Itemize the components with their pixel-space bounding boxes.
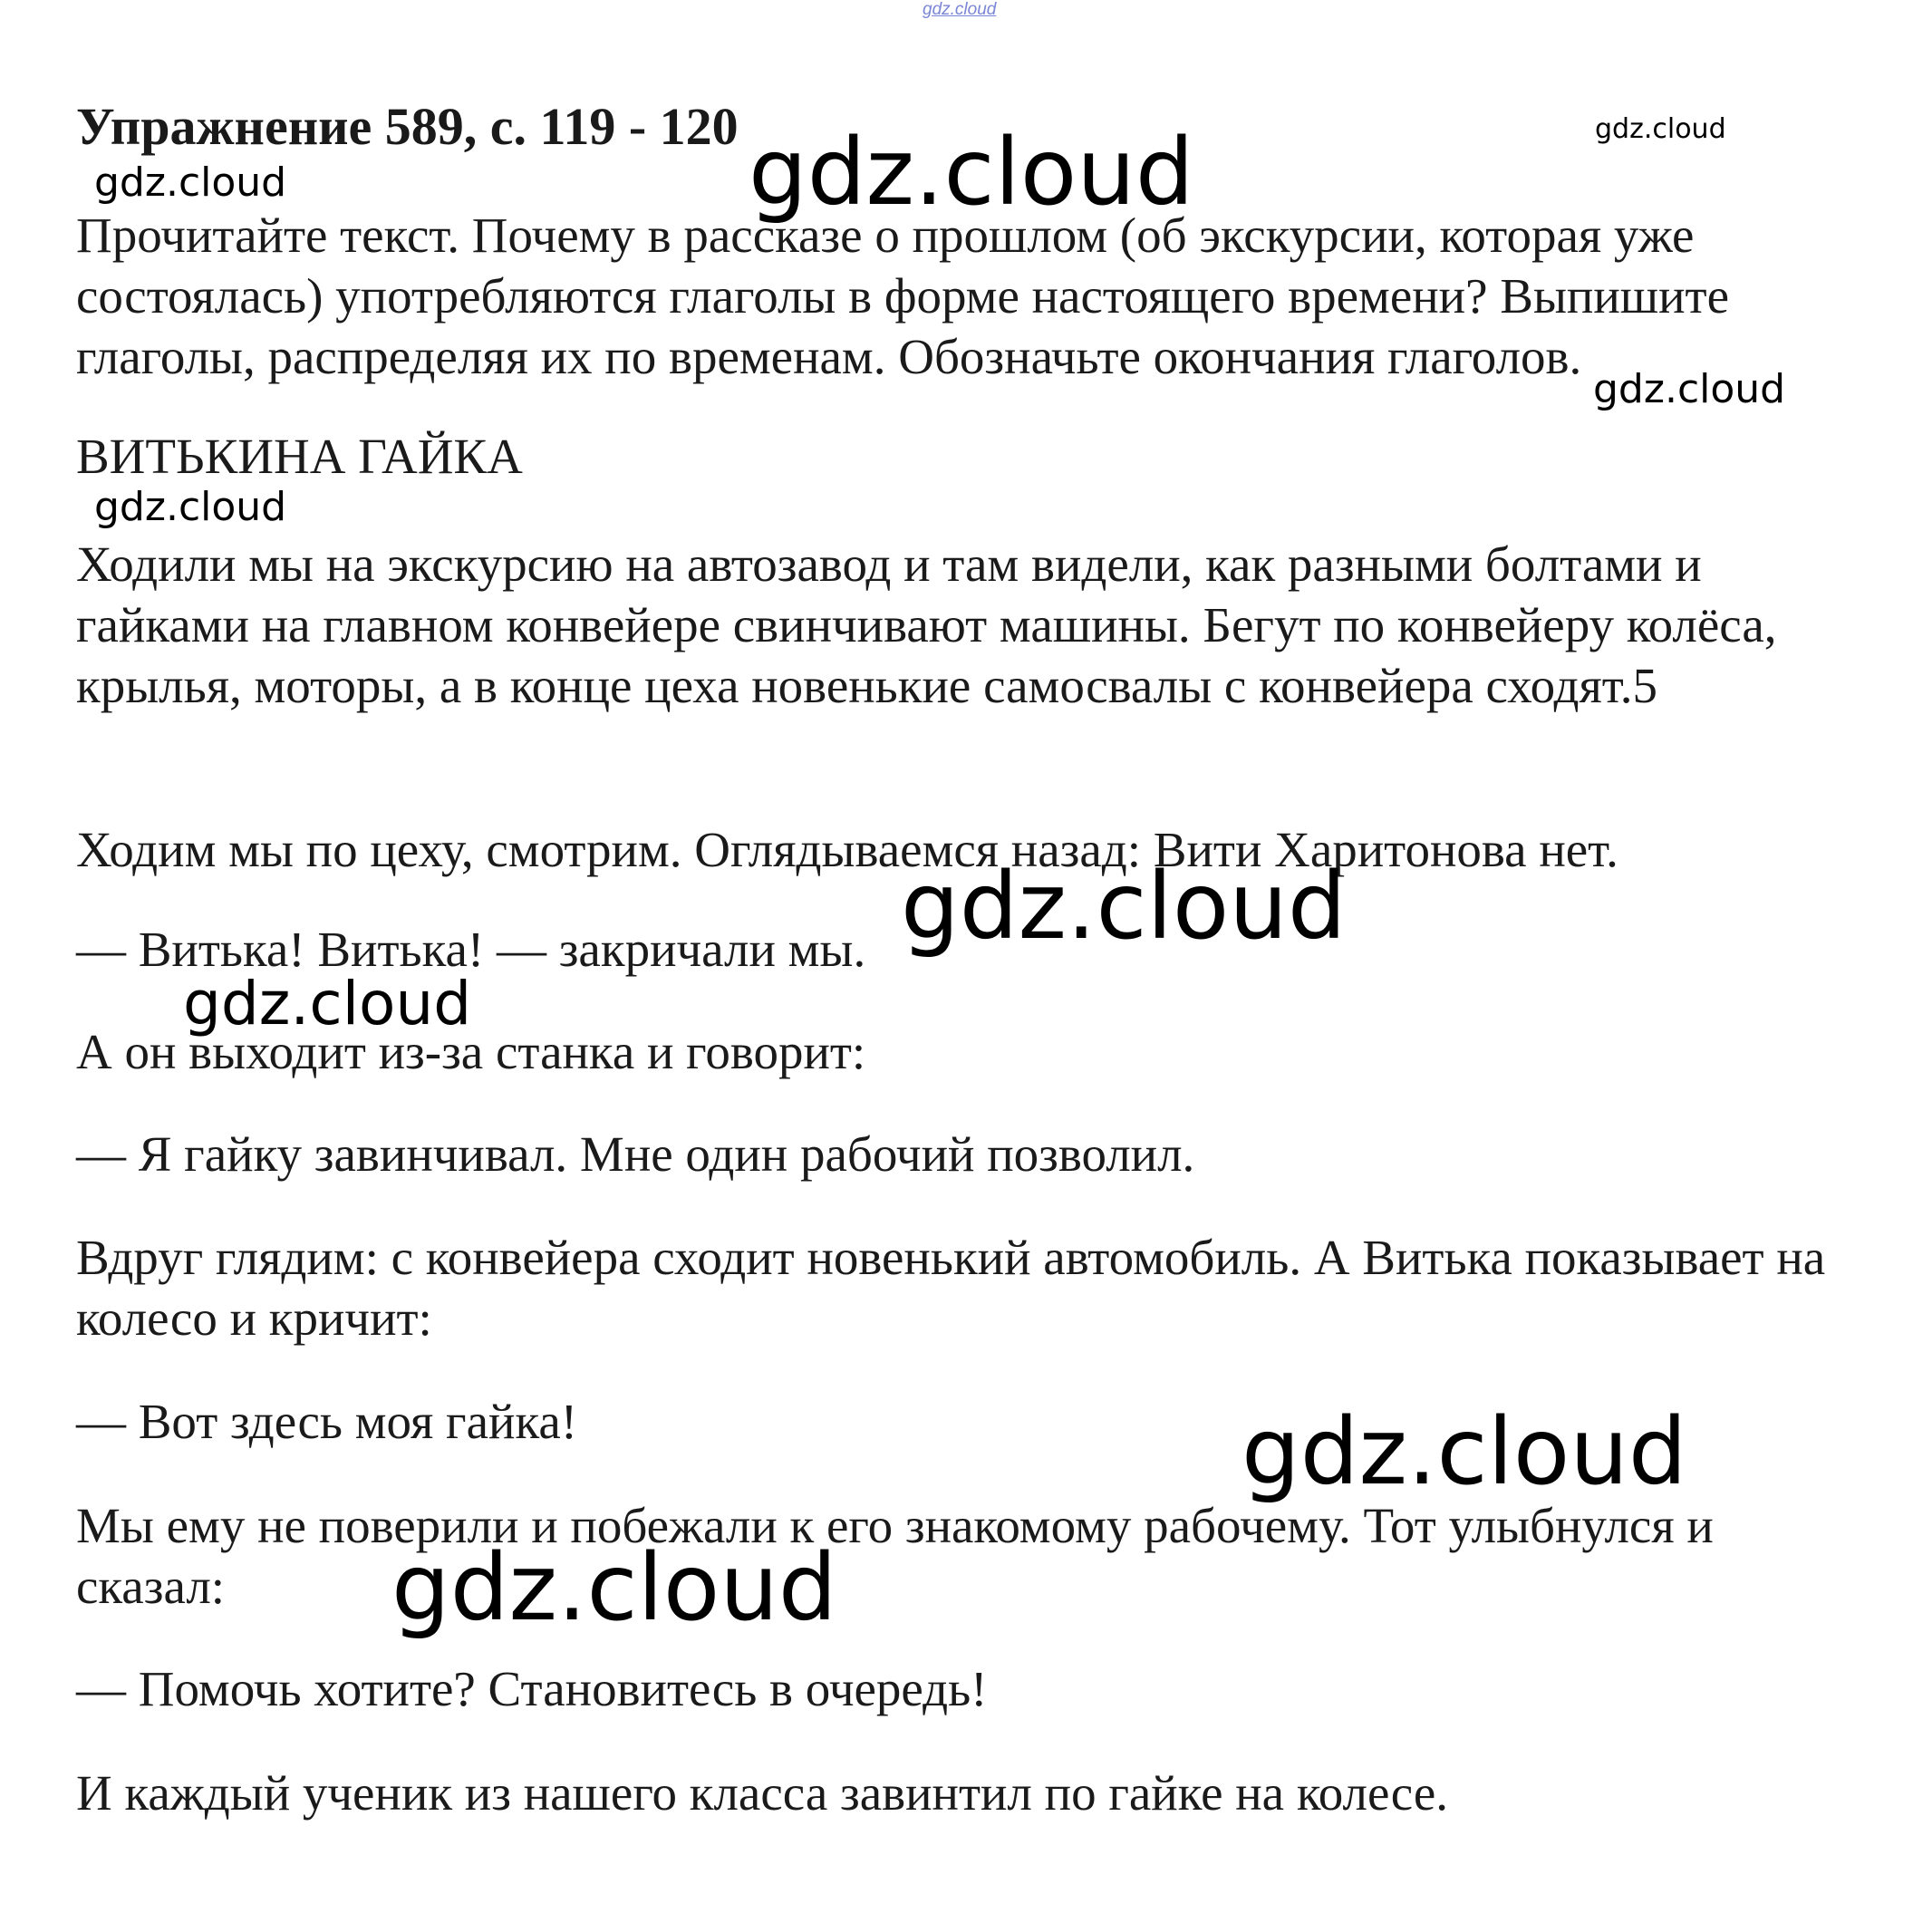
exercise-heading: Упражнение 589, с. 119 - 120 [76,97,739,156]
story-paragraph-10: И каждый ученик из нашего класса завинтил по гайке на колесе. [76,1765,1449,1821]
watermark: gdz.cloud [183,969,472,1038]
story-paragraph-4: А он выходит из-за станка и говорит: [76,1024,866,1079]
story-paragraph-8: Мы ему не поверили и побежали к его знакомому рабочему. Тот улыбнулся и сказал: [76,1498,1714,1614]
watermark: gdz.cloud [94,159,287,206]
watermark: gdz.cloud [749,119,1194,227]
watermark: gdz.cloud [1595,113,1726,145]
story-title: ВИТЬКИНА ГАЙКА [76,429,523,484]
watermark: gdz.cloud [1593,366,1786,412]
story-paragraph-2: Ходим мы по цеху, смотрим. Оглядываемся назад: Вити Харитонова нет. [76,822,1618,877]
watermark: gdz.cloud [1242,1398,1687,1506]
story-paragraph-3: — Витька! Витька! — закричали мы. [76,922,866,977]
watermark: gdz.cloud [94,484,287,530]
story-paragraph-7: — Вот здесь моя гайка! [76,1394,578,1449]
story-paragraph-6: Вдруг глядим: с конвейера сходит новенький автомобиль. А Витька показывает на колесо и кричит: [76,1230,1826,1346]
story-paragraph-5: — Я гайку завинчивал. Мне один рабочий позволил. [76,1126,1195,1182]
story-paragraph-1: Ходили мы на экскурсию на автозавод и там видели, как разными болтами и гайками на главном конвейере свинчивают машины. Бегут по конвейеру колёса, крылья, моторы, а в конце цеха новенькие самосвалы с конвейера сходят.5 [76,536,1777,713]
top-watermark-link[interactable]: gdz.cloud [923,0,997,19]
watermark: gdz.cloud [901,853,1347,961]
watermark: gdz.cloud [391,1534,837,1642]
task-text: Прочитайте текст. Почему в рассказе о прошлом (об экскурсии, которая уже состоялась) употребляются глаголы в форме настоящего времени? Выпишите глаголы, распределяя их по временам. Обозначьте окончания глаголов. [76,208,1729,384]
story-paragraph-9: — Помочь хотите? Становитесь в очередь! [76,1661,988,1716]
